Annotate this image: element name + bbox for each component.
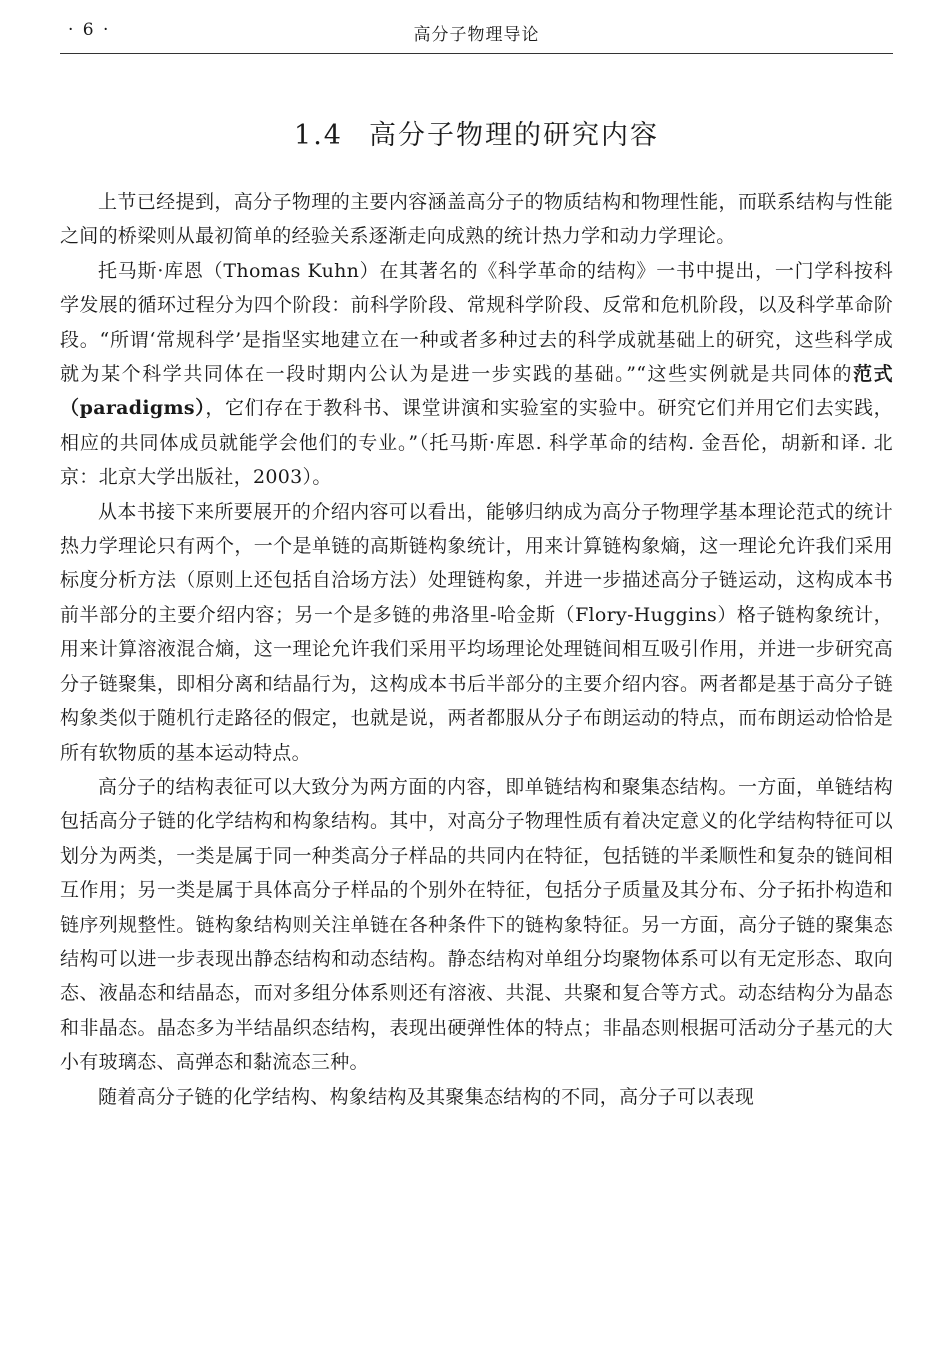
page-number: · 6 · xyxy=(68,20,111,40)
section-title: 高分子物理的研究内容 xyxy=(368,120,659,151)
section-number: 1.4 xyxy=(294,120,343,151)
paragraph-5: 随着高分子链的化学结构、构象结构及其聚集态结构的不同，高分子可以表现 xyxy=(98,1085,755,1108)
paragraph-2 xyxy=(60,254,893,495)
header-rule xyxy=(60,53,893,54)
paragraph-2-text-b: ，它们存在于教科书、课堂讲演和实验室的实验中。研究它们并用它们去实践，相应的共同体成员就能学会他们的专业。”（托马斯·库恩. 科学革命的结构. 金吾伦，胡新和译. 北京：北京大学出版社，2003）。 xyxy=(60,397,893,489)
section-heading xyxy=(60,113,893,152)
paragraph-2-text-a: 托马斯·库恩（Thomas Kuhn）在其著名的《科学革命的结构》一书中提出，一门学科按科学发展的循环过程分为四个阶段：前科学阶段、常规科学阶段、反常和危机阶段，以及科学革命阶段。“所谓‘常规科学’是指坚实地建立在一种或者多种过去的科学成就基础上的研究，这些科学成就为某个科学共同体在一段时期内公认为是进一步实践的基础。”“这些实例就是共同体的 xyxy=(60,259,893,386)
paragraph-3: 从本书接下来所要展开的介绍内容可以看出，能够归纳成为高分子物理学基本理论范式的统计热力学理论只有两个，一个是单链的高斯链构象统计，用来计算链构象熵，这一理论允许我们采用标度分析方法（原则上还包括自洽场方法）处理链构象，并进一步描述高分子链运动，这构成本书前半部分的主要介绍内容；另一个是多链的弗洛里-哈金斯（Flory-Huggins）格子链构象统计，用来计算溶液混合熵，这一理论允许我们采用平均场理论处理链间相互吸引作用，并进一步研究高分子链聚集，即相分离和结晶行为，这构成本书后半部分的主要介绍内容。两者都是基于高分子链构象类似于随机行走路径的假定，也就是说，两者都服从分子布朗运动的特点，而布朗运动恰恰是所有软物质的基本运动特点。 xyxy=(60,500,893,764)
page-header xyxy=(60,16,893,56)
running-title: 高分子物理导论 xyxy=(413,25,540,45)
paragraph-1: 上节已经提到，高分子物理的主要内容涵盖高分子的物质结构和物理性能，而联系结构与性能之间的桥梁则从最初简单的经验关系逐渐走向成熟的统计热力学和动力学理论。 xyxy=(60,191,893,248)
paradigm-term: 范式（paradigms） xyxy=(60,363,893,420)
body-text xyxy=(60,185,893,1114)
paragraph-4: 高分子的结构表征可以大致分为两方面的内容，即单链结构和聚集态结构。一方面，单链结构包括高分子链的化学结构和构象结构。其中，对高分子物理性质有着决定意义的化学结构特征可以划分为两类，一类是属于同一种类高分子样品的共同内在特征，包括链的半柔顺性和复杂的链间相互作用；另一类是属于具体高分子样品的个别外在特征，包括分子质量及其分布、分子拓扑构造和链序列规整性。链构象结构则关注单链在各种条件下的链构象特征。另一方面，高分子链的聚集态结构可以进一步表现出静态结构和动态结构。静态结构对单组分均聚物体系可以有无定形态、取向态、液晶态和结晶态，而对多组分体系则还有溶液、共混、共聚和复合等方式。动态结构分为晶态和非晶态。晶态多为半结晶织态结构，表现出硬弹性体的特点；非晶态则根据可活动分子基元的大小有玻璃态、高弹态和黏流态三种。 xyxy=(60,775,893,1074)
